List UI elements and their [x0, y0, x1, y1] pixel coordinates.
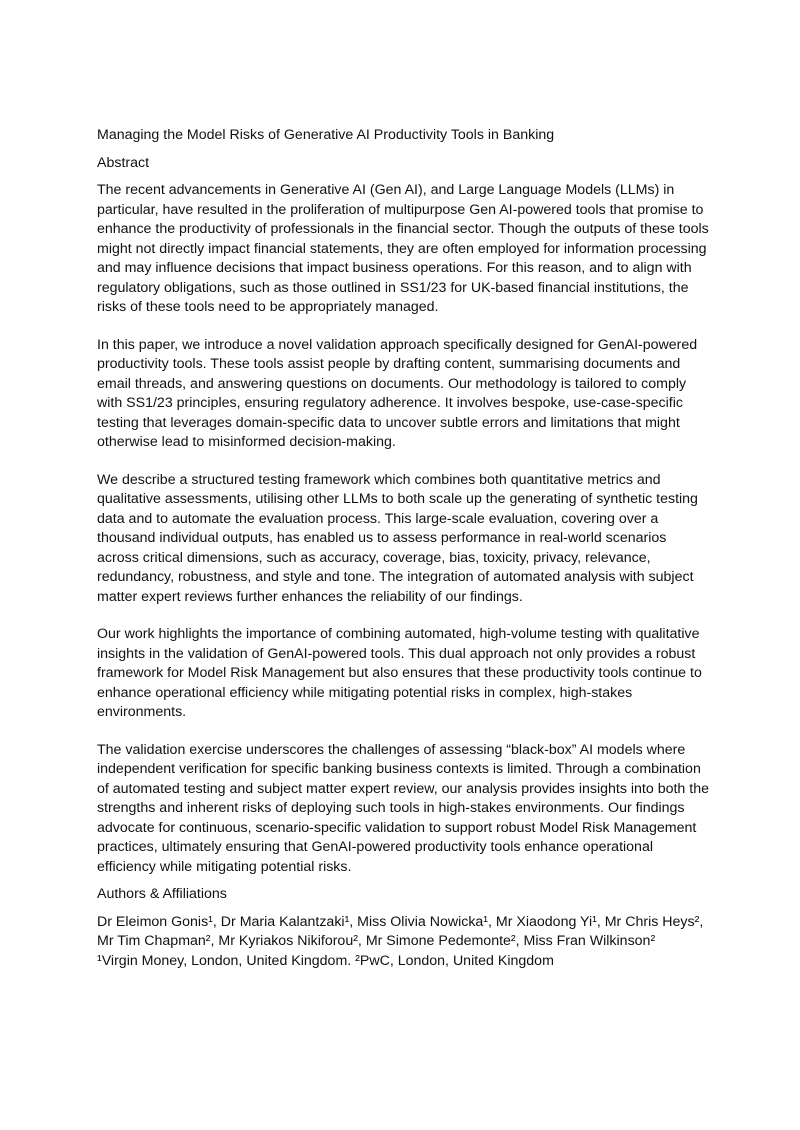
authors-heading: Authors & Affiliations: [97, 886, 227, 902]
paper-title: Managing the Model Risks of Generative AI Productivity Tools in Banking: [97, 127, 555, 143]
paper-page: [97, 126, 712, 971]
abstract-paragraph: In this paper, we introduce a novel validation approach specifically designed for GenAI-powered productivity tools. These tools assist people by drafting content, summarising documents and email threads, and answering questions on documents. Our methodology is tailored to comply with SS1/23 principles, ensuring regulatory adherence. It involves bespoke, use-case-specific testing that leverages domain-specific data to uncover subtle errors and limitations that might otherwise lead to misinformed decision-making.: [97, 336, 698, 450]
abstract-paragraph: The recent advancements in Generative AI (Gen AI), and Large Language Models (LLMs) in particular, have resulted in the proliferation of multipurpose Gen AI-powered tools that promise to enhance the productivity of professionals in the financial sector. Though the outputs of these tools might not directly impact financial statements, they are often employed for information processing and may influence decisions that impact business operations. For this reason, and to align with regulatory obligations, such as those outlined in SS1/23 for UK-based financial institutions, the risks of these tools need to be appropriately managed.: [97, 182, 709, 315]
author-list: Dr Eleimon Gonis¹, Dr Maria Kalantzaki¹, Miss Olivia Nowicka¹, Mr Xiaodong Yi¹, Mr Chris Heys², Mr Tim Chapman², Mr Kyriakos Nikiforou², Mr Simone Pedemonte², Miss Fran Wilkinson²: [97, 913, 704, 949]
abstract-heading: Abstract: [97, 154, 150, 171]
abstract-paragraph: We describe a structured testing framework which combines both quantitative metrics and qualitative assessments, utilising other LLMs to both scale up the generating of synthetic testing data and to automate the evaluation process. This large-scale evaluation, covering over a thousand individual outputs, has enabled us to assess performance in real-world scenarios across critical dimensions, such as accuracy, coverage, bias, toxicity, privacy, relevance, redundancy, robustness, and style and tone. The integration of automated analysis with subject matter expert reviews further enhances the reliability of our findings.: [97, 471, 698, 605]
abstract-paragraph: The validation exercise underscores the challenges of assessing “black-box” AI models where independent verification for specific banking business contexts is limited. Through a combination of automated testing and subject matter expert review, our analysis provides insights into both the strengths and inherent risks of deploying such tools in high-stakes environments. Our findings advocate for continuous, scenario-specific validation to support robust Model Risk Management practices, ultimately ensuring that GenAI-powered productivity tools enhance operational efficiency while mitigating potential risks.: [97, 741, 709, 875]
affiliation-list: ¹Virgin Money, London, United Kingdom. ²PwC, London, United Kingdom: [97, 952, 554, 969]
abstract-paragraph: Our work highlights the importance of combining automated, high-volume testing with qualitative insights in the validation of GenAI-powered tools. This dual approach not only provides a robust framework for Model Risk Management but also ensures that these productivity tools continue to enhance operational efficiency while mitigating potential risks in complex, high-stakes environments.: [97, 626, 702, 720]
